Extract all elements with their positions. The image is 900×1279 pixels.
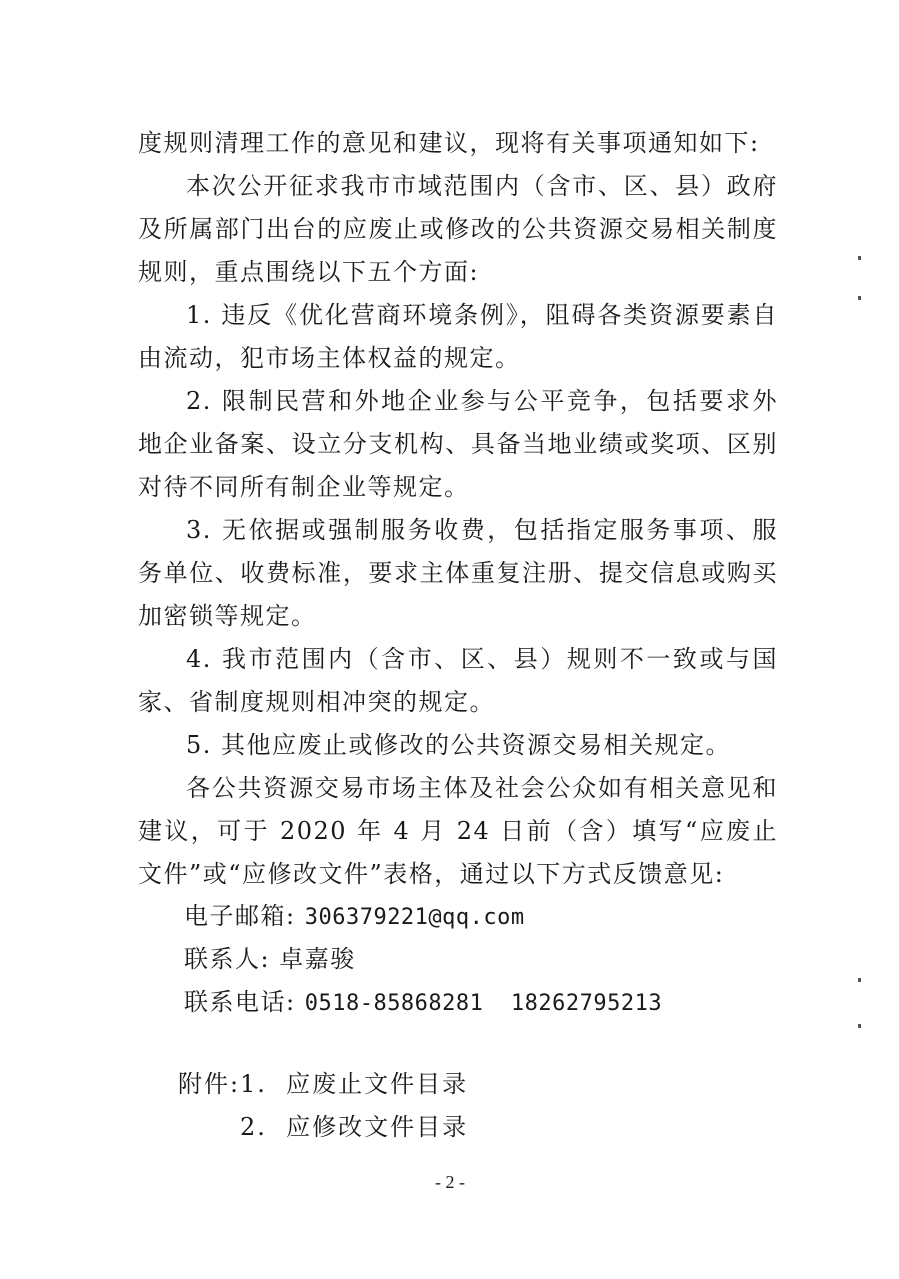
page-number: - 2 - <box>435 1172 465 1192</box>
paragraph-item-4: 4. 我市范围内（含市、区、县）规则不一致或与国家、省制度规则相冲突的规定。 <box>138 645 778 716</box>
paragraph-scope: 本次公开征求我市市域范围内（含市、区、县）政府及所属部门出台的应废止或修改的公共资源交易相关制度规则，重点围绕以下五个方面: <box>138 172 778 286</box>
attachment-item-2: 2. 应修改文件目录 <box>240 1113 469 1141</box>
body-text <box>138 122 778 896</box>
attachment-item-1: 1. 应废止文件目录 <box>240 1070 469 1098</box>
paragraph-item-1: 1. 违反《优化营商环境条例》，阻碍各类资源要素自由流动，犯市场主体权益的规定。 <box>138 301 778 372</box>
attachments-label: 附件: <box>178 1070 241 1098</box>
paragraph-item-3: 3. 无依据或强制服务收费，包括指定服务事项、服务单位、收费标准，要求主体重复注册、提交信息或购买加密锁等规定。 <box>138 516 778 630</box>
contact-person <box>184 939 356 974</box>
email-value: 306379221@qq.com <box>304 905 525 930</box>
paragraph-intro: 度规则清理工作的意见和建议，现将有关事项通知如下: <box>138 129 760 157</box>
person-value: 卓嘉骏 <box>279 945 356 973</box>
paragraph-item-2: 2. 限制民营和外地企业参与公平竞争，包括要求外地企业备案、设立分支机构、具备当地业绩或奖项、区别对待不同所有制企业等规定。 <box>138 387 778 501</box>
scan-speck <box>858 978 861 982</box>
person-label: 联系人: <box>184 945 280 973</box>
scan-speck <box>858 256 861 260</box>
scan-speck <box>858 1024 861 1028</box>
paragraph-feedback: 各公共资源交易市场主体及社会公众如有相关意见和建议，可于 2020 年 4 月 24 日前（含）填写“应废止文件”或“应修改文件”表格，通过以下方式反馈意见: <box>138 774 778 888</box>
contact-email <box>184 896 525 931</box>
scan-speck <box>858 296 861 300</box>
phone-value: 0518-85868281 18262795213 <box>304 991 663 1016</box>
email-label: 电子邮箱: <box>184 902 305 930</box>
phone-label: 联系电话: <box>184 988 305 1016</box>
paragraph-item-5: 5. 其他应废止或修改的公共资源交易相关规定。 <box>186 731 732 759</box>
contact-phone <box>184 982 662 1017</box>
